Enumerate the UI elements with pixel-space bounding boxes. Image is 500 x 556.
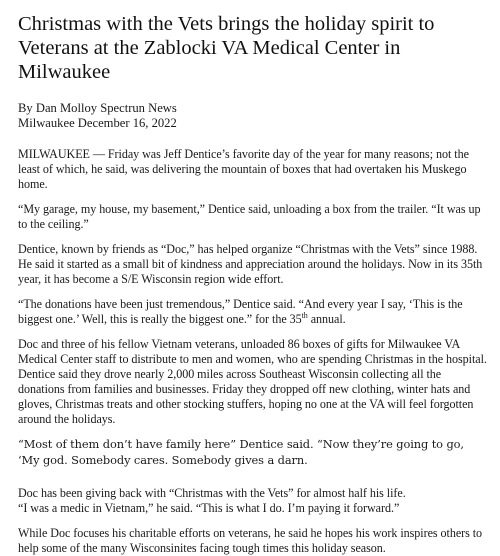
byline xyxy=(18,101,488,131)
article-headline: Christmas with the Vets brings the holiday spirit to Veterans at the Zablocki VA Medical Center in Milwaukee xyxy=(18,13,435,83)
ordinal-suffix: th xyxy=(301,310,308,320)
paragraph-4-main: “The donations have been just tremendous,” Dentice said. “And every year I say, ‘This is the biggest one.’ Well, this is really the biggest one.” for the 35 xyxy=(18,297,463,326)
paragraph-4-end: annual. xyxy=(307,312,346,326)
paragraph-1: MILWAUKEE — Friday was Jeff Dentice’s favorite day of the year for many reasons; not the least of which, he said, was delivering the mountain of boxes that had overtaken his Muskego home. xyxy=(18,147,469,191)
paragraph-3: Dentice, known by friends as “Doc,” has helped organize “Christmas with the Vets” since 1988. He said it started as a small bit of kindness and appreciation around the holidays. Now in its 35th year, it has become a S/E Wisconsin region wide effort. xyxy=(18,242,483,286)
paragraph-7-line-2: “I was a medic in Vietnam,” he said. “This is what I do. I’m paying it forward.” xyxy=(18,501,400,515)
paragraph-6: “Most of them don’t have family here” Dentice said. “Now they’re going to go, ‘My god. Somebody cares. Somebody gives a darn. xyxy=(18,437,464,467)
paragraph-8: While Doc focuses his charitable efforts on veterans, he said he hopes his work inspires others to help some of the many Wisconsinites facing tough times this holiday season. xyxy=(18,526,483,555)
paragraph-7-line-1: Doc has been giving back with “Christmas with the Vets” for almost half his life. xyxy=(18,486,406,500)
paragraph-5: Doc and three of his fellow Vietnam veterans, unloaded 86 boxes of gifts for Milwaukee VA Medical Center staff to distribute to men and women, who are spending Christmas in the hospital. Dentice said they drove nearly 2,000 miles across Southeast Wisconsin collecting all the donations from families and businesses. Friday they dropped off new clothing, winter hats and gloves, Christmas treats and other stocking stuffers, hoping no one at the VA will feel forgotten around the holidays. xyxy=(18,337,487,426)
paragraph-2: “My garage, my house, my basement,” Dentice said, unloading a box from the trailer. “It was up to the ceiling.” xyxy=(18,202,481,231)
byline-author: By Dan Molloy Spectrun News xyxy=(18,101,177,115)
paragraph-4 xyxy=(18,297,488,327)
byline-place-date: Milwaukee December 16, 2022 xyxy=(18,116,177,130)
paragraph-7 xyxy=(18,486,488,516)
